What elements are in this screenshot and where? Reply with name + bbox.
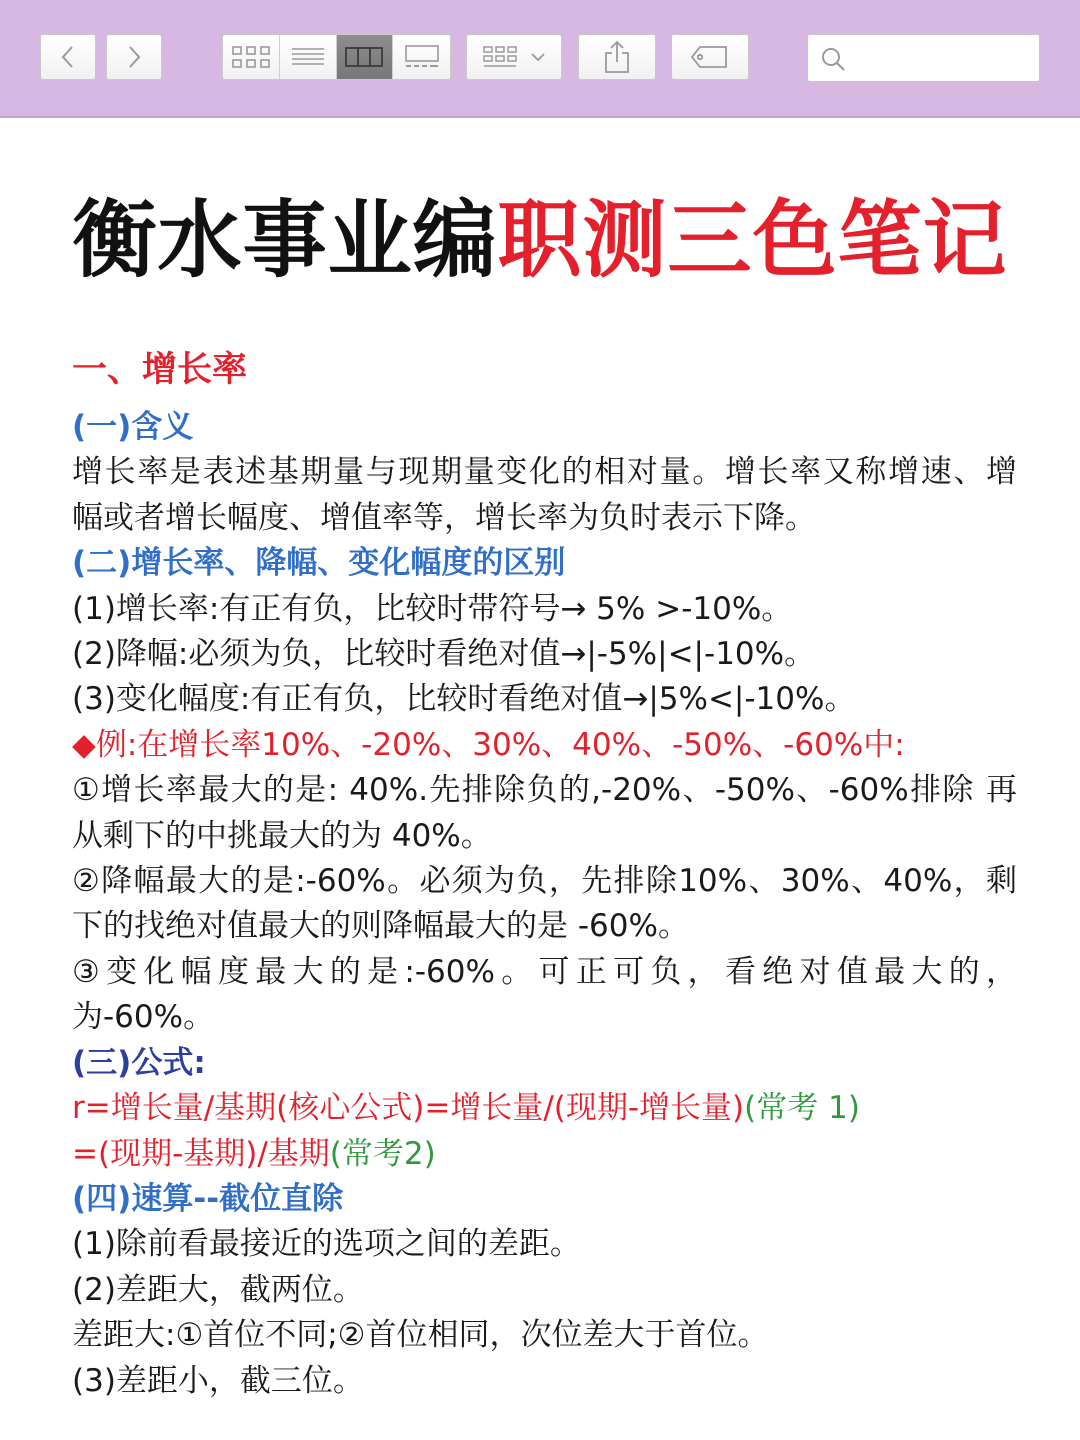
subsection-heading-formula: (三)公式: [72,1044,206,1081]
difference-item: (2)降幅:必须为负，比较时看绝对值→|-5%|<|-10%。 [72,636,816,673]
subsection-heading-quick-calc: (四)速算--截位直除 [72,1180,344,1217]
group-by-button[interactable] [466,34,562,80]
difference-item: (1)增长率:有正有负，比较时带符号→ 5% >-10%。 [72,590,793,627]
quick-calc-item: 差距大:①首位不同;②首位相同，次位差大于首位。 [72,1317,769,1354]
forward-button[interactable] [106,34,162,80]
gallery-view-button[interactable] [393,35,450,79]
share-button[interactable] [578,34,656,80]
example-2-line-1: ②降幅最大的是:-60%。必须为负，先排除10%、30%、40%，剩 [72,863,1017,900]
meaning-line-2: 幅或者增长幅度、增值率等，增长率为负时表示下降。 [72,499,816,536]
example-3-line-1: ③变化幅度最大的是:-60%。可正可负，看绝对值最大的， [72,953,1017,990]
icon-grid-view-icon [231,44,271,70]
difference-item: (3)变化幅度:有正有负，比较时看绝对值→|5%<|-10%。 [72,681,856,718]
example-3-line-2: 为-60%。 [72,999,215,1036]
window-toolbar [0,0,1080,118]
title-red-part: 职测三色笔记 [497,191,1008,289]
view-mode-segmented-control [222,34,451,80]
section-heading: 一、增长率 [72,350,248,390]
example-1-line-1: ①增长率最大的是: 40%.先排除负的,-20%、-50%、-60%排除 再 [72,772,1017,809]
column-view-button[interactable] [337,35,394,79]
column-view-icon [344,44,384,70]
formula-line-1 [72,1086,1017,1131]
back-button[interactable] [40,34,96,80]
page-title [0,190,1080,290]
notes-body [72,345,1017,1404]
chevron-left-icon [58,44,78,70]
formula-2-text: =(现期-基期)/基期 [72,1135,330,1172]
icon-view-button[interactable] [223,35,280,79]
chevron-right-icon [124,44,144,70]
example-1-line-2: 从剩下的中挑最大的为 40%。 [72,817,492,854]
gallery-view-icon [402,44,442,70]
title-black-part: 衡水事业编 [72,191,498,289]
subsection-heading-meaning: (一)含义 [72,409,194,445]
quick-calc-item: (2)差距大，截两位。 [72,1271,364,1308]
share-icon [603,40,631,74]
chevron-down-icon [530,51,546,63]
meaning-line-1: 增长率是表述基期量与现期量变化的相对量。增长率又称增速、增 [72,454,1017,491]
list-view-button[interactable] [280,35,337,79]
formula-2-note: (常考2) [329,1135,436,1172]
group-by-icon [482,44,522,70]
example-heading: ◆例:在增长率10%、-20%、30%、40%、-50%、-60%中: [72,726,905,763]
formula-line-2 [72,1132,1017,1177]
tag-button[interactable] [671,34,749,80]
formula-1-text: r=增长量/基期(核心公式)=增长量/(现期-增长量) [72,1090,745,1127]
formula-1-note: (常考 1) [744,1090,860,1127]
quick-calc-item: (1)除前看最接近的选项之间的差距。 [72,1226,581,1263]
search-icon [820,46,846,72]
search-input[interactable] [807,34,1040,82]
tag-icon [690,44,730,70]
subsection-heading-difference: (二)增长率、降幅、变化幅度的区别 [72,545,566,582]
list-view-icon [290,44,326,70]
example-2-line-2: 下的找绝对值最大的则降幅最大的是 -60%。 [72,908,689,945]
quick-calc-item: (3)差距小，截三位。 [72,1362,364,1399]
